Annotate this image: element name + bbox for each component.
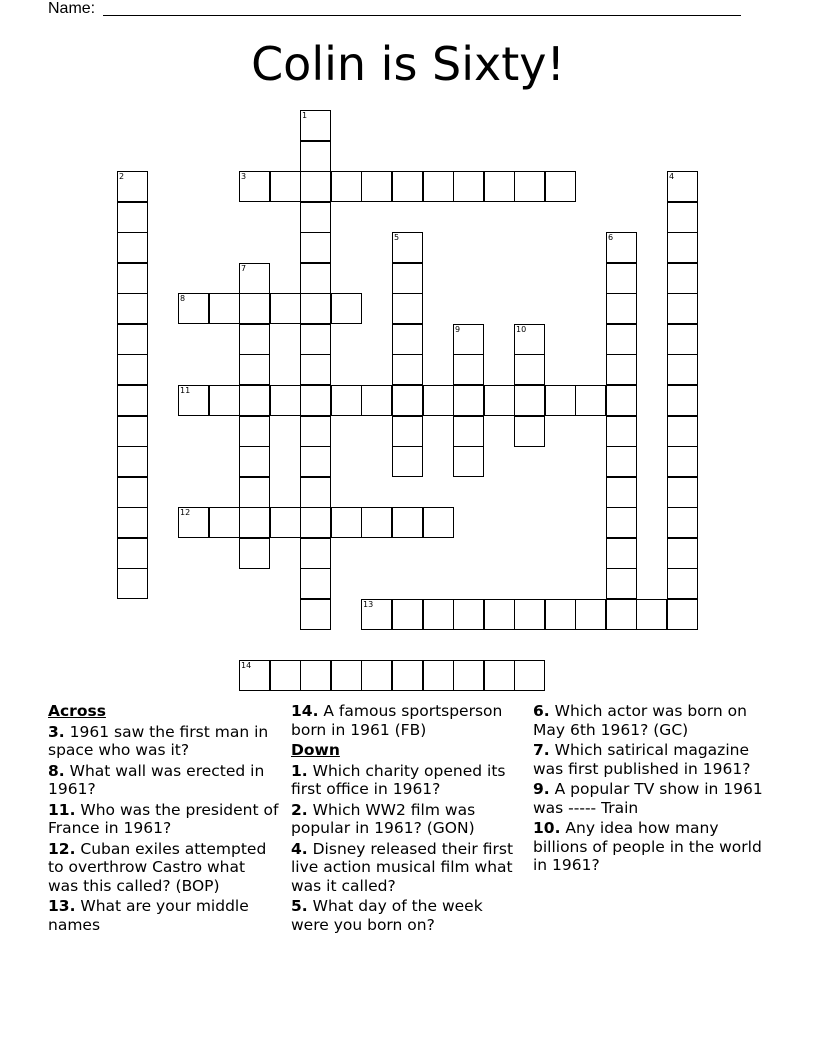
- grid-cell[interactable]: [239, 416, 270, 447]
- grid-cell[interactable]: [300, 110, 331, 141]
- grid-cell[interactable]: [117, 263, 148, 294]
- grid-cell[interactable]: [239, 477, 270, 508]
- grid-cell[interactable]: [300, 202, 331, 233]
- grid-cell[interactable]: [392, 293, 423, 324]
- grid-cell[interactable]: [239, 324, 270, 355]
- grid-cell[interactable]: [239, 354, 270, 385]
- grid-cell[interactable]: [392, 354, 423, 385]
- grid-cell[interactable]: [392, 385, 423, 416]
- grid-cell[interactable]: [392, 416, 423, 447]
- grid-cell[interactable]: [667, 232, 698, 263]
- grid-cell[interactable]: [300, 507, 331, 538]
- grid-cell[interactable]: [606, 477, 637, 508]
- clue-number: 11: [180, 386, 191, 395]
- grid-cell[interactable]: [300, 293, 331, 324]
- grid-cell[interactable]: [117, 416, 148, 447]
- grid-cell[interactable]: [667, 477, 698, 508]
- grid-cell[interactable]: [209, 385, 240, 416]
- grid-cell[interactable]: [514, 599, 545, 630]
- grid-cell[interactable]: [392, 263, 423, 294]
- clue-number: 10: [516, 325, 527, 334]
- grid-cell[interactable]: [606, 263, 637, 294]
- grid-cell[interactable]: [239, 660, 270, 691]
- grid-cell[interactable]: [392, 446, 423, 477]
- grid-cell[interactable]: [484, 660, 515, 691]
- clue-number: 12: [180, 508, 191, 517]
- grid-cell[interactable]: [239, 538, 270, 569]
- grid-cell[interactable]: [545, 171, 576, 202]
- grid-cell[interactable]: [606, 354, 637, 385]
- grid-cell[interactable]: [209, 293, 240, 324]
- grid-cell[interactable]: [300, 385, 331, 416]
- grid-cell[interactable]: [117, 446, 148, 477]
- across-clue-12: 12. Cuban exiles attempted to overthrow Castro what was this called? (BOP): [48, 839, 267, 895]
- name-label: Name:: [48, 0, 96, 17]
- grid-cell[interactable]: [514, 324, 545, 355]
- down-heading: Down: [291, 741, 340, 759]
- grid-cell[interactable]: [606, 568, 637, 599]
- grid-cell[interactable]: [117, 293, 148, 324]
- down-clue-2: 2. Which WW2 film was popular in 1961? (GON): [291, 800, 476, 837]
- grid-cell[interactable]: [117, 568, 148, 599]
- grid-cell[interactable]: [606, 538, 637, 569]
- grid-cell[interactable]: [117, 385, 148, 416]
- grid-cell[interactable]: [667, 568, 698, 599]
- grid-cell[interactable]: [117, 232, 148, 263]
- grid-cell[interactable]: [392, 171, 423, 202]
- clue-number: 1: [302, 111, 308, 120]
- grid-cell[interactable]: [423, 599, 454, 630]
- grid-cell[interactable]: [484, 171, 515, 202]
- down-clue-7: 7. Which satirical magazine was first published in 1961?: [533, 741, 751, 778]
- grid-cell[interactable]: [117, 202, 148, 233]
- grid-cell[interactable]: [392, 660, 423, 691]
- clue-number: 2: [119, 172, 125, 181]
- clue-number: 4: [669, 172, 675, 181]
- grid-cell[interactable]: [209, 507, 240, 538]
- grid-cell[interactable]: [453, 660, 484, 691]
- grid-cell[interactable]: [117, 538, 148, 569]
- grid-cell[interactable]: [239, 507, 270, 538]
- grid-cell[interactable]: [300, 324, 331, 355]
- grid-cell[interactable]: [606, 446, 637, 477]
- grid-cell[interactable]: [636, 599, 667, 630]
- grid-cell[interactable]: [606, 293, 637, 324]
- grid-cell[interactable]: [514, 385, 545, 416]
- grid-cell[interactable]: [117, 477, 148, 508]
- grid-cell[interactable]: [514, 354, 545, 385]
- grid-cell[interactable]: [270, 293, 301, 324]
- grid-cell[interactable]: [453, 354, 484, 385]
- grid-cell[interactable]: [667, 599, 698, 630]
- grid-cell[interactable]: [239, 171, 270, 202]
- grid-cell[interactable]: [575, 385, 606, 416]
- grid-cell[interactable]: [453, 324, 484, 355]
- grid-cell[interactable]: [667, 416, 698, 447]
- grid-cell[interactable]: [606, 416, 637, 447]
- clue-number: 7: [241, 264, 247, 273]
- grid-cell[interactable]: [606, 324, 637, 355]
- clue-column-2: [291, 702, 523, 936]
- grid-cell[interactable]: [300, 263, 331, 294]
- grid-cell[interactable]: [178, 385, 209, 416]
- grid-cell[interactable]: [423, 385, 454, 416]
- grid-cell[interactable]: [453, 416, 484, 447]
- grid-cell[interactable]: [392, 232, 423, 263]
- grid-cell[interactable]: [239, 446, 270, 477]
- across-clue-14: 14. A famous sportsperson born in 1961 (FB): [291, 702, 503, 739]
- clue-number: 5: [394, 233, 400, 242]
- grid-cell[interactable]: [239, 385, 270, 416]
- grid-cell[interactable]: [239, 293, 270, 324]
- grid-cell[interactable]: [300, 660, 331, 691]
- down-clue-9: 9. A popular TV show in 1961 was ----- Train: [533, 780, 763, 817]
- grid-cell[interactable]: [667, 538, 698, 569]
- grid-cell[interactable]: [514, 416, 545, 447]
- grid-cell[interactable]: [117, 324, 148, 355]
- grid-cell[interactable]: [361, 599, 392, 630]
- down-clue-6: 6. Which actor was born on May 6th 1961? (GC): [533, 702, 747, 739]
- grid-cell[interactable]: [545, 385, 576, 416]
- grid-cell[interactable]: [453, 385, 484, 416]
- grid-cell[interactable]: [423, 171, 454, 202]
- grid-cell[interactable]: [453, 446, 484, 477]
- grid-cell[interactable]: [361, 385, 392, 416]
- grid-cell[interactable]: [178, 507, 209, 538]
- across-clue-8: 8. What wall was erected in 1961?: [48, 761, 265, 798]
- grid-cell[interactable]: [117, 171, 148, 202]
- clue-number: 3: [241, 172, 247, 181]
- grid-cell[interactable]: [117, 354, 148, 385]
- grid-cell[interactable]: [270, 171, 301, 202]
- puzzle-title: Colin is Sixty!: [251, 37, 565, 91]
- grid-cell[interactable]: [392, 507, 423, 538]
- grid-cell[interactable]: [392, 324, 423, 355]
- grid-cell[interactable]: [361, 660, 392, 691]
- grid-cell[interactable]: [606, 507, 637, 538]
- grid-cell[interactable]: [300, 416, 331, 447]
- grid-cell[interactable]: [484, 599, 515, 630]
- grid-cell[interactable]: [667, 202, 698, 233]
- grid-cell[interactable]: [300, 568, 331, 599]
- grid-cell[interactable]: [667, 446, 698, 477]
- grid-cell[interactable]: [606, 599, 637, 630]
- grid-cell[interactable]: [667, 171, 698, 202]
- grid-cell[interactable]: [331, 293, 362, 324]
- grid-cell[interactable]: [423, 660, 454, 691]
- grid-cell[interactable]: [514, 171, 545, 202]
- clue-number: 9: [455, 325, 461, 334]
- clue-column-3: [533, 702, 765, 877]
- grid-cell[interactable]: [514, 660, 545, 691]
- grid-cell[interactable]: [239, 263, 270, 294]
- grid-cell[interactable]: [484, 385, 515, 416]
- down-clue-5: 5. What day of the week were you born on?: [291, 897, 483, 934]
- across-heading: Across: [48, 702, 106, 720]
- grid-cell[interactable]: [270, 385, 301, 416]
- clue-number: 14: [241, 661, 252, 670]
- grid-cell[interactable]: [300, 477, 331, 508]
- clue-number: 8: [180, 294, 186, 303]
- grid-cell[interactable]: [361, 507, 392, 538]
- across-clue-13: 13. What are your middle names: [48, 897, 249, 934]
- grid-cell[interactable]: [606, 232, 637, 263]
- grid-cell[interactable]: [300, 141, 331, 172]
- grid-cell[interactable]: [423, 507, 454, 538]
- grid-cell[interactable]: [606, 385, 637, 416]
- grid-cell[interactable]: [392, 599, 423, 630]
- grid-cell[interactable]: [300, 538, 331, 569]
- clue-number: 6: [608, 233, 614, 242]
- grid-cell[interactable]: [453, 599, 484, 630]
- grid-cell[interactable]: [667, 385, 698, 416]
- grid-cell[interactable]: [300, 232, 331, 263]
- grid-cell[interactable]: [667, 263, 698, 294]
- down-clue-1: 1. Which charity opened its first office in 1961?: [291, 761, 506, 798]
- clue-number: 13: [363, 600, 374, 609]
- grid-cell[interactable]: [331, 507, 362, 538]
- grid-cell[interactable]: [178, 293, 209, 324]
- grid-cell[interactable]: [331, 660, 362, 691]
- grid-cell[interactable]: [300, 171, 331, 202]
- grid-cell[interactable]: [331, 171, 362, 202]
- grid-cell[interactable]: [667, 507, 698, 538]
- grid-cell[interactable]: [667, 324, 698, 355]
- grid-cell[interactable]: [270, 660, 301, 691]
- grid-cell[interactable]: [300, 446, 331, 477]
- grid-cell[interactable]: [667, 354, 698, 385]
- grid-cell[interactable]: [270, 507, 301, 538]
- grid-cell[interactable]: [545, 599, 576, 630]
- down-clue-10: 10. Any idea how many billions of people in the world in 1961?: [533, 819, 762, 874]
- across-clue-3: 3. 1961 saw the first man in space who was it?: [48, 722, 269, 759]
- grid-cell[interactable]: [667, 293, 698, 324]
- clue-column-1: [48, 702, 280, 936]
- grid-cell[interactable]: [361, 171, 392, 202]
- grid-cell[interactable]: [300, 354, 331, 385]
- grid-cell[interactable]: [575, 599, 606, 630]
- grid-cell[interactable]: [117, 507, 148, 538]
- grid-cell[interactable]: [453, 171, 484, 202]
- grid-cell[interactable]: [300, 599, 331, 630]
- grid-cell[interactable]: [331, 385, 362, 416]
- across-clue-11: 11. Who was the president of France in 1961?: [48, 800, 279, 837]
- down-clue-4: 4. Disney released their first live action musical film what was it called?: [291, 839, 514, 895]
